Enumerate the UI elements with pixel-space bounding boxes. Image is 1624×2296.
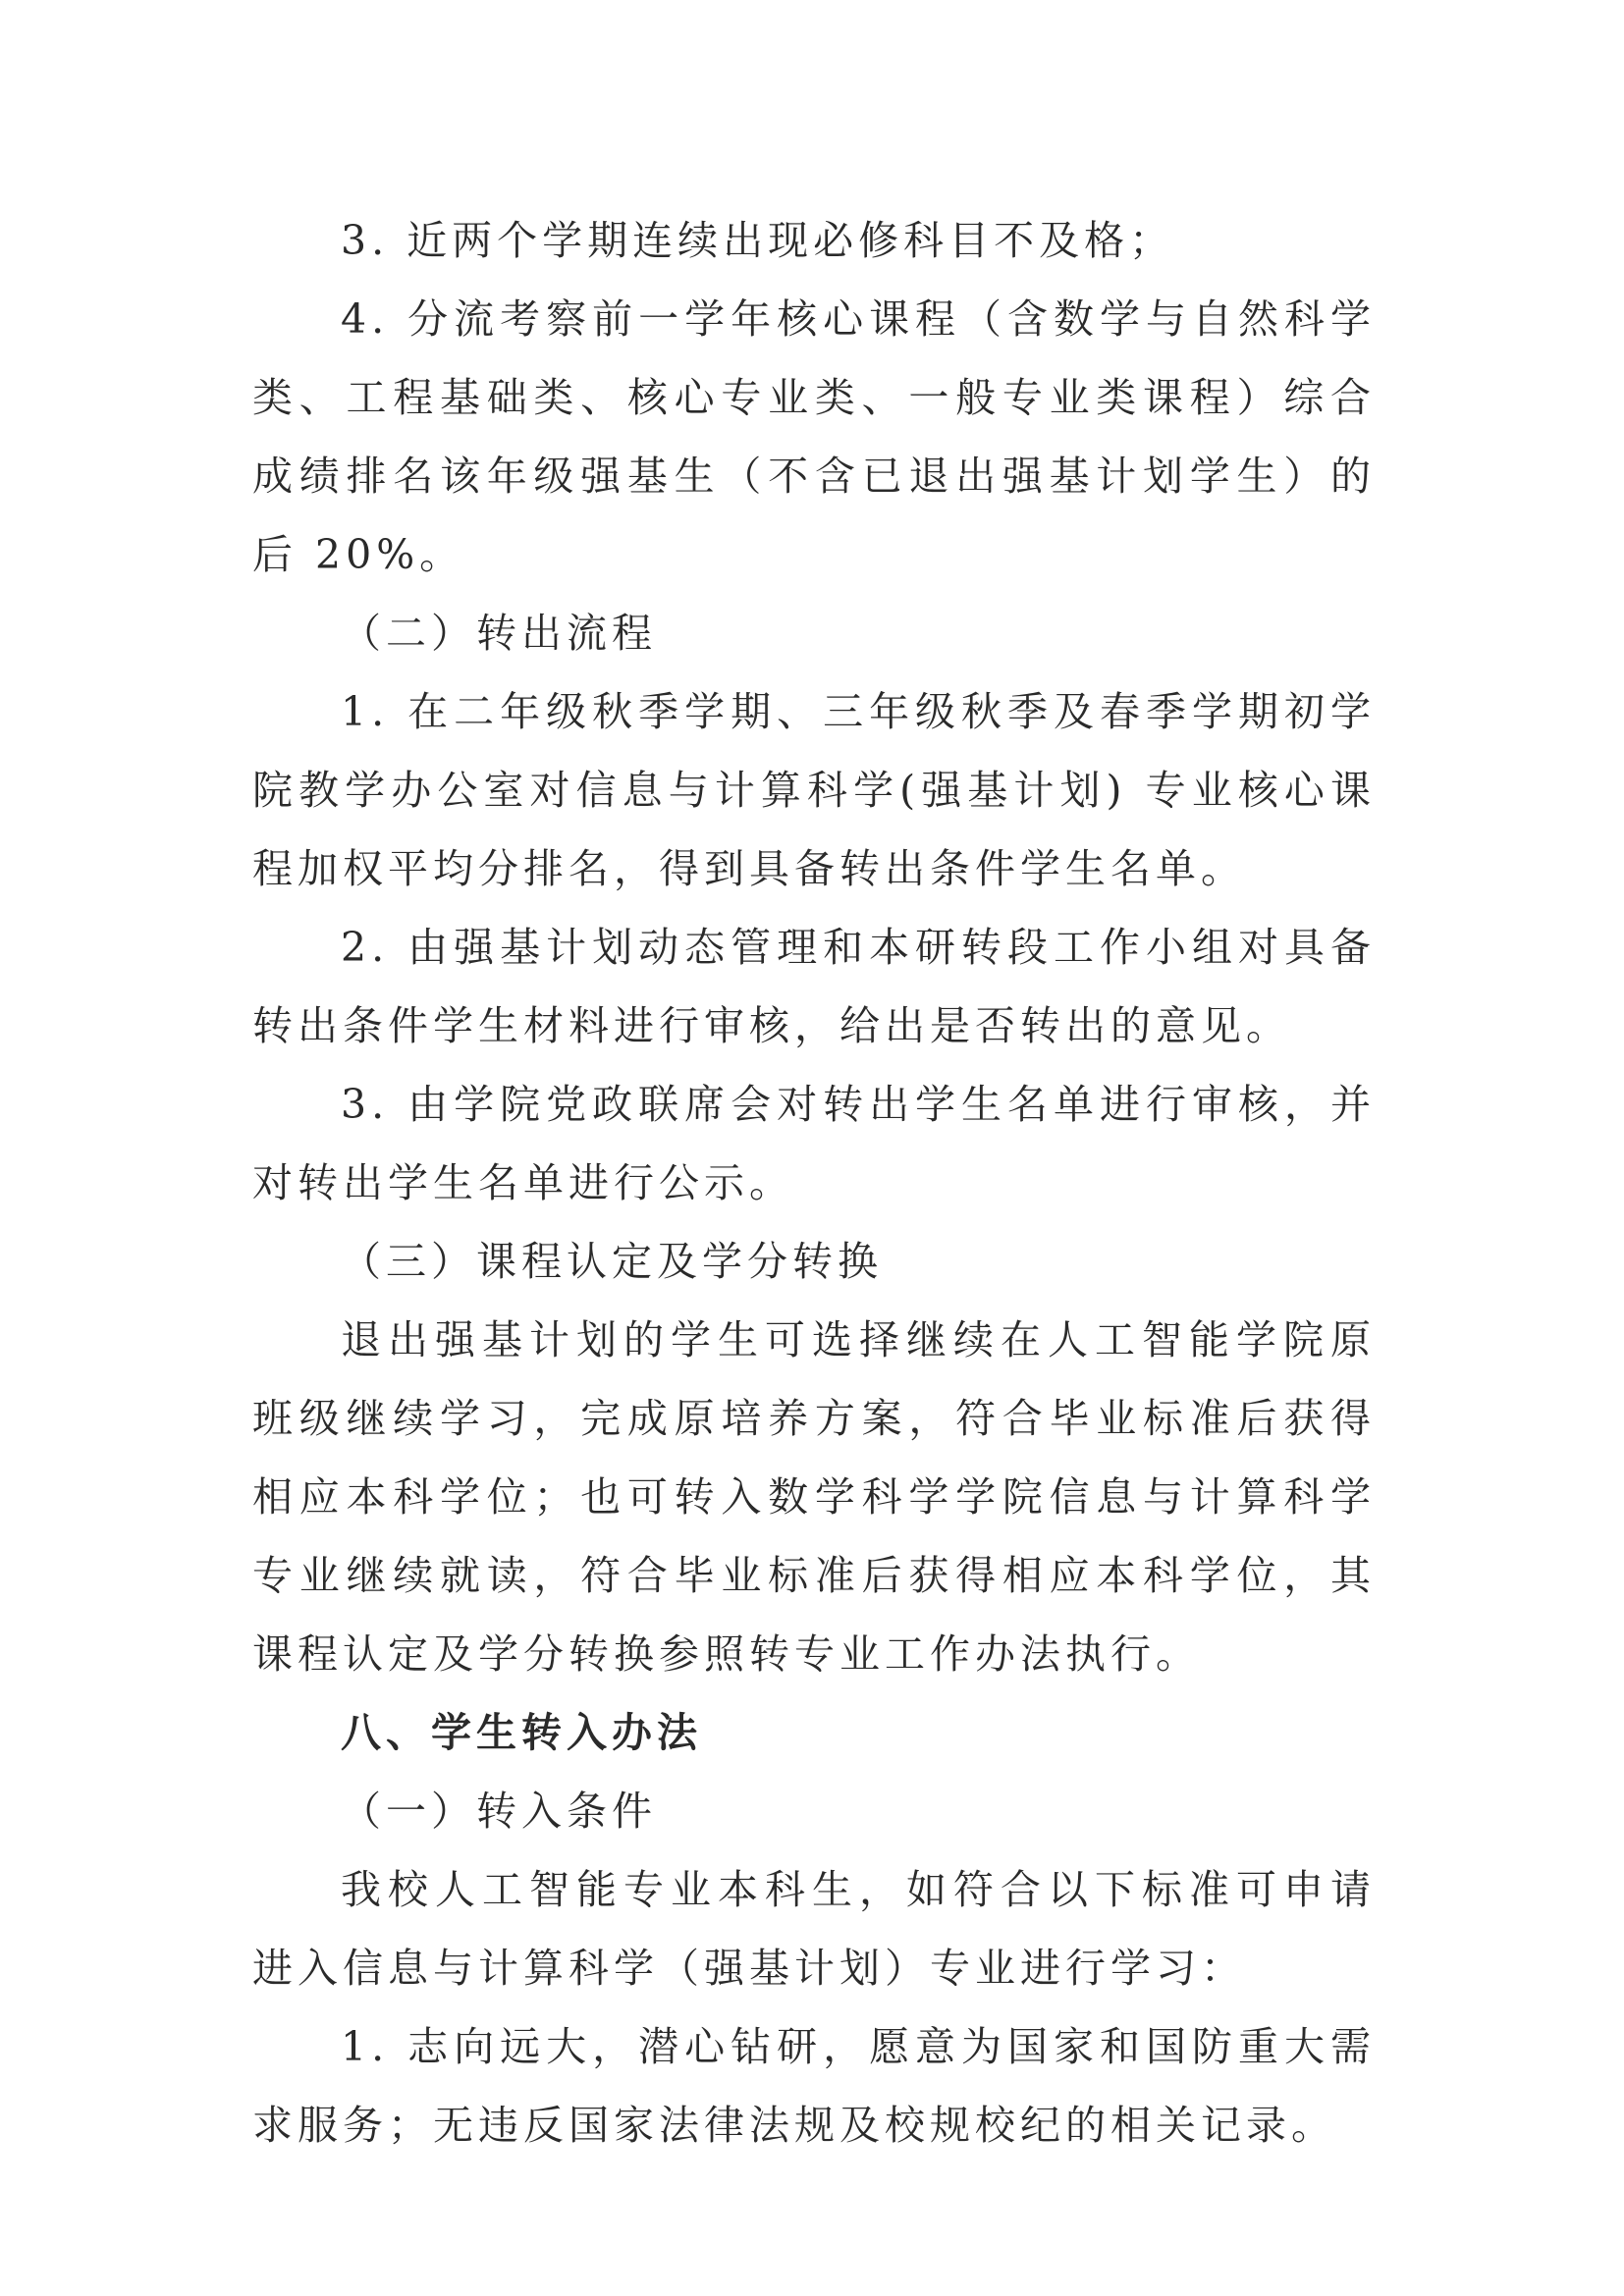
paragraph-process-2: 2. 由强基计划动态管理和本研转段工作小组对具备转出条件学生材料进行审核，给出是否转出的意见。 bbox=[252, 924, 1376, 1049]
paragraph-item-3: 3. 近两个学期连续出现必修科目不及格； bbox=[341, 217, 1175, 264]
paragraph-transfer-in-intro: 我校人工智能专业本科生，如符合以下标准可申请进入信息与计算科学（强基计划）专业进行学习： bbox=[252, 1866, 1376, 1992]
paragraph-item-4: 4. 分流考察前一学年核心课程（含数学与自然科学类、工程基础类、核心专业类、一般专业类课程）综合成绩排名该年级强基生（不含已退出强基计划学生）的后 20%。 bbox=[252, 295, 1376, 578]
document-body bbox=[252, 201, 1376, 2164]
paragraph-process-1: 1. 在二年级秋季学期、三年级秋季及春季学期初学院教学办公室对信息与计算科学(强基计划) 专业核心课程加权平均分排名，得到具备转出条件学生名单。 bbox=[252, 688, 1376, 892]
subheading-transfer-in-conditions: （一）转入条件 bbox=[341, 1788, 657, 1835]
paragraph-course-credit: 退出强基计划的学生可选择继续在人工智能学院原班级继续学习，完成原培养方案，符合毕业标准后获得相应本科学位；也可转入数学科学学院信息与计算科学专业继续就读，符合毕业标准后获得相应本科学位，其课程认定及学分转换参照转专业工作办法执行。 bbox=[252, 1316, 1376, 1678]
paragraph-process-3: 3. 由学院党政联席会对转出学生名单进行审核，并对转出学生名单进行公示。 bbox=[252, 1081, 1376, 1206]
paragraph-condition-1: 1. 志向远大，潜心钻研，愿意为国家和国防重大需求服务；无违反国家法律法规及校规校纪的相关记录。 bbox=[252, 2023, 1376, 2149]
subheading-transfer-out-process: （二）转出流程 bbox=[341, 610, 657, 657]
subheading-course-credit: （三）课程认定及学分转换 bbox=[341, 1238, 883, 1285]
section-heading-transfer-in: 八、学生转入办法 bbox=[341, 1709, 702, 1756]
